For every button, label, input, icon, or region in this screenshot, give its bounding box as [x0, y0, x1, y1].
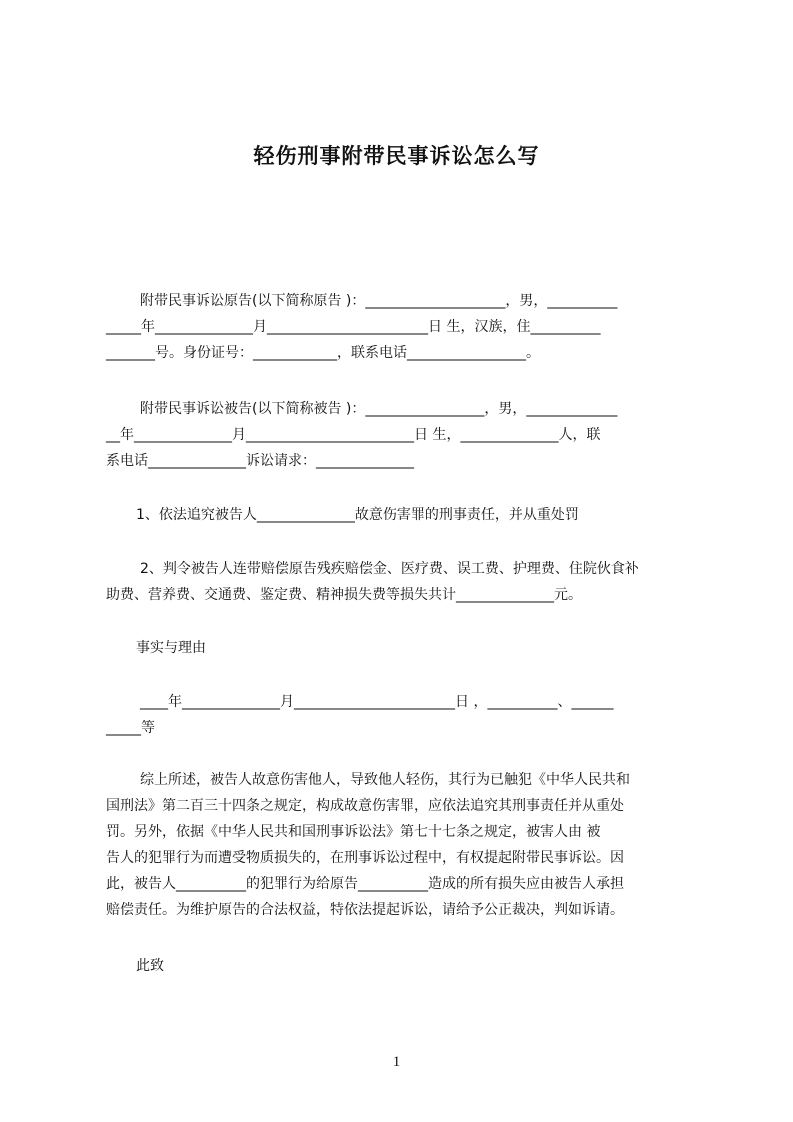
plaintiff-line-1: 附带民事诉讼原告(以下简称原告 )：____________________，男，__________	[140, 293, 618, 309]
claim-item-2-line-2: 助费、营养费、交通费、鉴定费、精神损失费等损失共计______________元。	[106, 587, 582, 603]
closing-text: 此致	[136, 958, 164, 974]
summary-line-3: 罚。另外，依据《中华人民共和国刑事诉讼法》第七十七条之规定，被害人由 被	[106, 824, 601, 840]
facts-heading: 事实与理由	[136, 640, 206, 656]
summary-line-4: 告人的犯罪行为而遭受物质损失的，在刑事诉讼过程中，有权提起附带民事诉讼。因	[106, 850, 624, 866]
page-number: 1	[392, 1054, 401, 1070]
plaintiff-line-2: _____年______________月_______________________日 生，汉族，住__________	[106, 319, 601, 335]
facts-line-2: _____等	[106, 720, 155, 736]
claim-item-1: 1、依法追究被告人______________故意伤害罪的刑事责任，并从重处罚	[136, 507, 579, 523]
summary-line-6: 赔偿责任。为维护原告的合法权益，特依法提起诉讼，请给予公正裁决，判如诉请。	[106, 902, 624, 918]
claim-item-2-line-1: 2、判令被告人连带赔偿原告残疾赔偿金、医疗费、误工费、护理费、住院伙食补	[140, 561, 639, 577]
facts-line-1: ____年______________月_______________________日 ，__________、______	[140, 694, 614, 710]
plaintiff-line-3: _______号。身份证号：____________，联系电话_________________。	[106, 345, 540, 361]
defendant-line-1: 附带民事诉讼被告(以下简称被告 )：_________________，男，_____________	[140, 401, 618, 417]
document-title: 轻伤刑事附带民事诉讼怎么写	[253, 144, 540, 168]
summary-line-2: 国刑法》第二百三十四条之规定，构成故意伤害罪，应依法追究其刑事责任并从重处	[106, 798, 624, 814]
summary-line-5: 此，被告人__________的犯罪行为给原告__________造成的所有损失应由被告人承担	[106, 876, 624, 892]
defendant-line-2: __年______________月________________________日 生，______________人，联	[106, 427, 601, 443]
defendant-line-3: 系电话______________诉讼请求：______________	[106, 453, 414, 469]
summary-line-1: 综上所述，被告人故意伤害他人，导致他人轻伤，其行为已触犯《中华人民共和	[140, 772, 630, 788]
